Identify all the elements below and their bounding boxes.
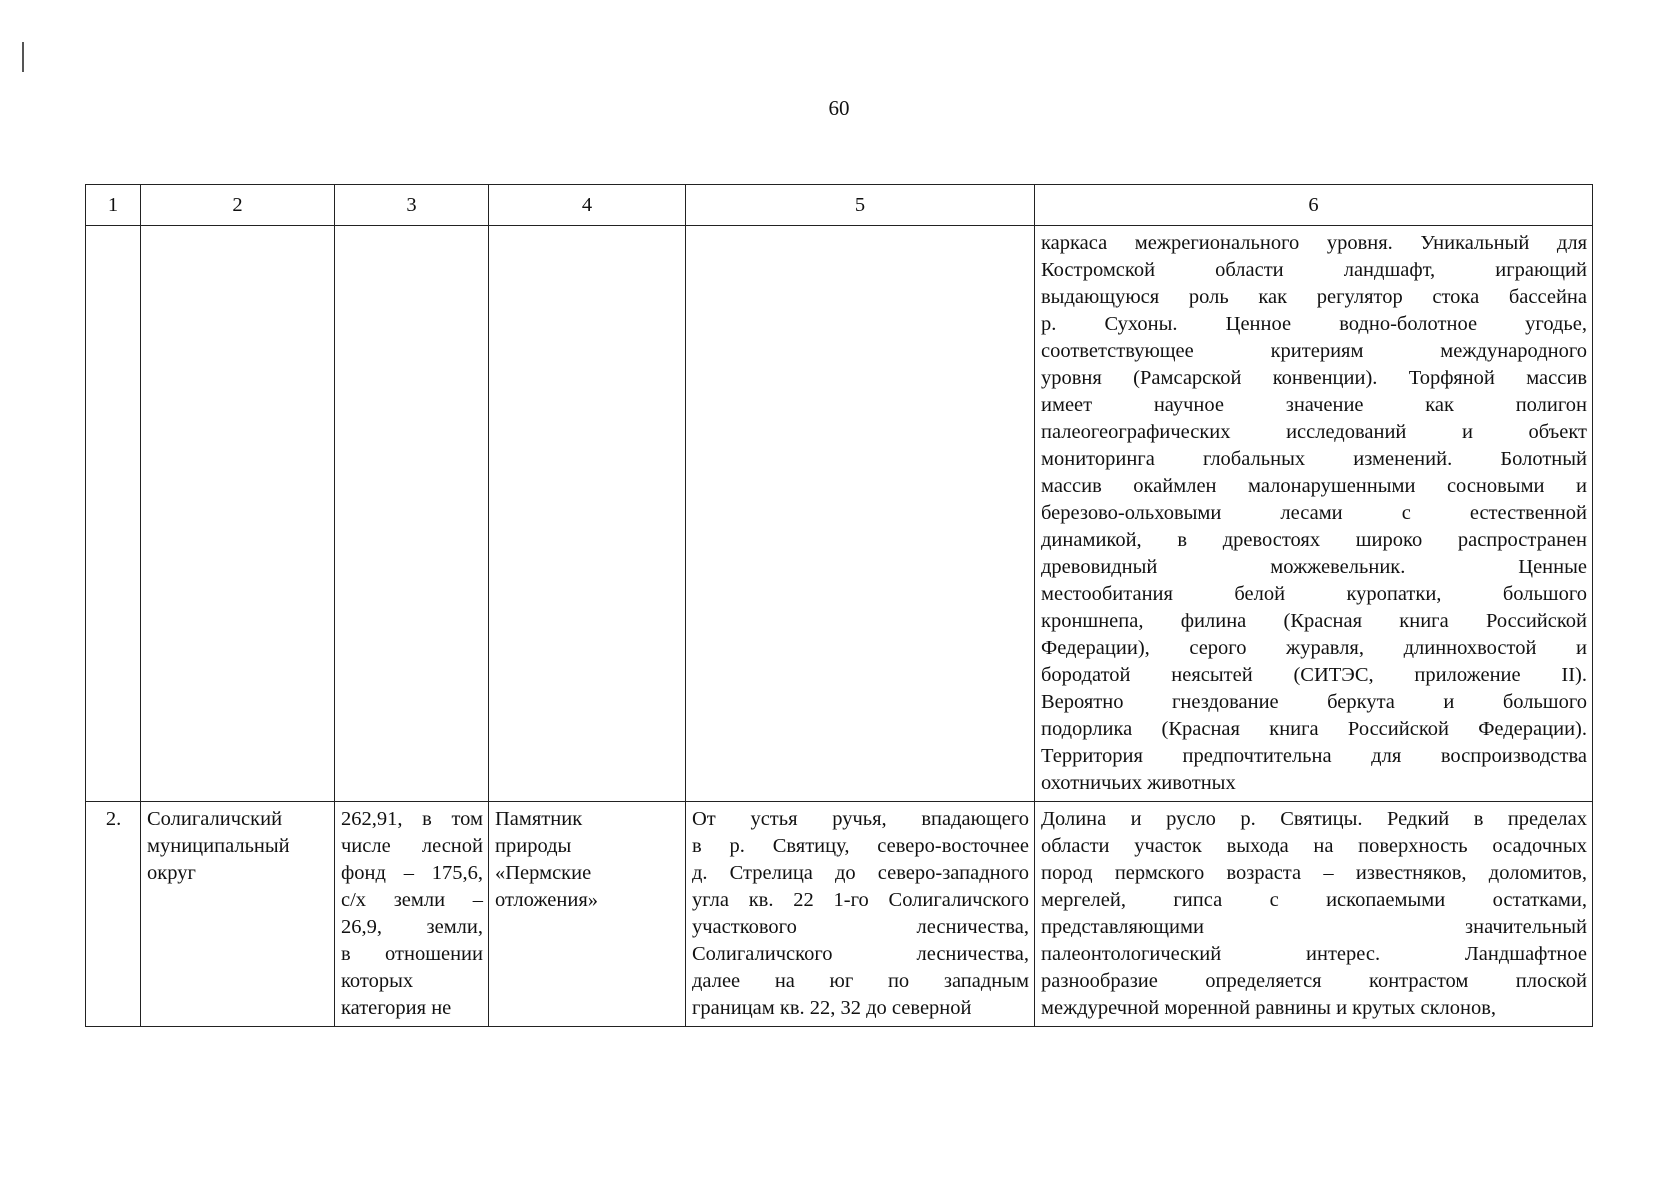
- text-line: числе лесной: [341, 835, 483, 857]
- text-line: области участок выхода на поверхность осадочных: [1041, 835, 1587, 857]
- cell-row-number: 2.: [86, 802, 141, 1027]
- scan-artifact-mark: [22, 42, 24, 72]
- text-line: Вероятно гнездование беркута и большого: [1041, 691, 1587, 713]
- text-line: мониторинга глобальных изменений. Болотный: [1041, 448, 1587, 470]
- text-line: палеонтологический интерес. Ландшафтное: [1041, 943, 1587, 965]
- text-line: категория не: [341, 997, 452, 1019]
- text-line: участкового лесничества,: [692, 916, 1029, 938]
- text-line: в р. Святицу, северо-восточнее: [692, 835, 1029, 857]
- text-line: выдающуюся роль как регулятор стока бассейна: [1041, 286, 1587, 308]
- text-line: бородатой неясытей (СИТЭС, приложение II).: [1041, 664, 1587, 686]
- cell-category: [489, 802, 686, 1027]
- text-line: с/х земли –: [341, 889, 483, 911]
- text-line: фонд – 175,6,: [341, 862, 483, 884]
- text-line: в отношении: [341, 943, 483, 965]
- table-row-continued: [86, 226, 1593, 802]
- cell-empty: [489, 226, 686, 802]
- text-line: древовидный можжевельник. Ценные: [1041, 556, 1587, 578]
- text-line: далее на юг по западным: [692, 970, 1029, 992]
- text-line: муниципальный: [147, 835, 290, 857]
- text-line: Солигаличского лесничества,: [692, 943, 1029, 965]
- text-line: Федерации), серого журавля, длиннохвостой и: [1041, 637, 1587, 659]
- cell-description: [1035, 802, 1593, 1027]
- document-table: [85, 184, 1593, 1027]
- text-line: подорлика (Красная книга Российской Федерации).: [1041, 718, 1587, 740]
- text-line: границам кв. 22, 32 до северной: [692, 997, 972, 1019]
- page-number: 60: [828, 96, 850, 120]
- text-line: соответствующее критериям международного: [1041, 340, 1587, 362]
- cell-boundaries: [686, 802, 1035, 1027]
- text-line: пород пермского возраста – известняков, доломитов,: [1041, 862, 1587, 884]
- text-line: отложения»: [495, 889, 599, 911]
- text-line: разнообразие определяется контрастом плоской: [1041, 970, 1587, 992]
- text-line: Костромской области ландшафт, играющий: [1041, 259, 1587, 281]
- cell-municipality: [141, 802, 335, 1027]
- text-line: охотничьих животных: [1041, 772, 1236, 794]
- column-header-6: 6: [1035, 185, 1593, 226]
- text-line: местообитания белой куропатки, большого: [1041, 583, 1587, 605]
- text-line: мергелей, гипса с ископаемыми остатками,: [1041, 889, 1587, 911]
- column-header-2: 2: [141, 185, 335, 226]
- text-line: представляющими значительный: [1041, 916, 1587, 938]
- text-line: кроншнепа, филина (Красная книга Российской: [1041, 610, 1587, 632]
- text-line: Памятник: [495, 808, 583, 830]
- cell-description-continued: [1035, 226, 1593, 802]
- text-line: угла кв. 22 1-го Солигаличского: [692, 889, 1029, 911]
- text-line: д. Стрелица до северо-западного: [692, 862, 1029, 884]
- text-line: От устья ручья, впадающего: [692, 808, 1029, 830]
- text-line: Солигаличский: [147, 808, 283, 830]
- cell-empty: [686, 226, 1035, 802]
- table-header-row: [86, 185, 1593, 226]
- text-line: динамикой, в древостоях широко распространен: [1041, 529, 1587, 551]
- text-line: имеет научное значение как полигон: [1041, 394, 1587, 416]
- text-line: 26,9, земли,: [341, 916, 483, 938]
- text-line: уровня (Рамсарской конвенции). Торфяной массив: [1041, 367, 1587, 389]
- cell-empty: [141, 226, 335, 802]
- text-line: междуречной моренной равнины и крутых склонов,: [1041, 997, 1497, 1019]
- text-line: каркаса межрегионального уровня. Уникальный для: [1041, 232, 1587, 254]
- text-line: природы: [495, 835, 572, 857]
- column-header-5: 5: [686, 185, 1035, 226]
- cell-empty: [86, 226, 141, 802]
- text-line: округ: [147, 862, 196, 884]
- text-line: массив окаймлен малонарушенными сосновыми и: [1041, 475, 1587, 497]
- text-line: Долина и русло р. Святицы. Редкий в пределах: [1041, 808, 1587, 830]
- column-header-3: 3: [335, 185, 489, 226]
- cell-area: [335, 802, 489, 1027]
- column-header-4: 4: [489, 185, 686, 226]
- text-line: р. Сухоны. Ценное водно-болотное угодье,: [1041, 313, 1587, 335]
- text-line: Территория предпочтительна для воспроизводства: [1041, 745, 1587, 767]
- text-line: 262,91, в том: [341, 808, 483, 830]
- text-line: «Пермские: [495, 862, 592, 884]
- text-line: березово-ольховыми лесами с естественной: [1041, 502, 1587, 524]
- table-row-2: [86, 802, 1593, 1027]
- cell-empty: [335, 226, 489, 802]
- text-line: которых: [341, 970, 414, 992]
- text-line: палеогеографических исследований и объект: [1041, 421, 1587, 443]
- column-header-1: 1: [86, 185, 141, 226]
